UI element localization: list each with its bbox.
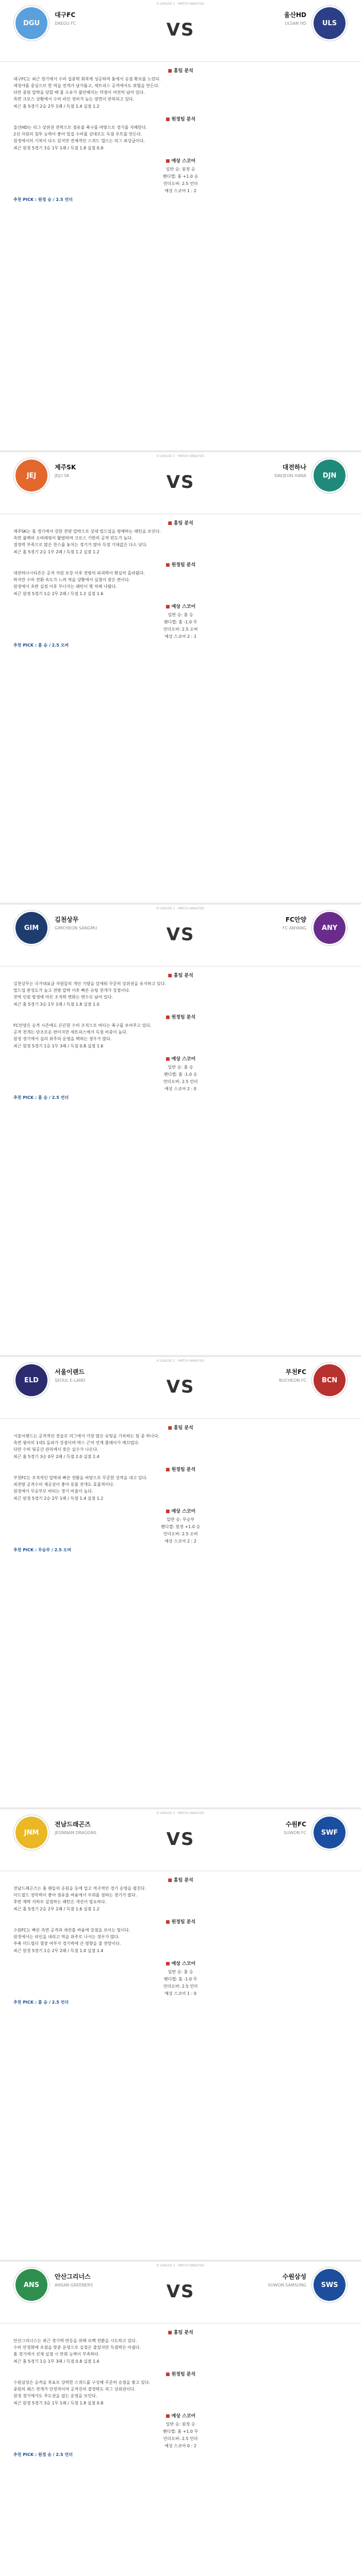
section-heading	[0, 67, 361, 74]
vs-label: VS	[166, 1829, 195, 1850]
match-meta: K LEAGUE 2 · MATCH ANALYSIS	[156, 1359, 205, 1363]
home-team	[15, 2269, 129, 2301]
home-team	[15, 7, 129, 39]
match-banner	[0, 0, 361, 62]
home-team-sub: SEOUL E-LAND	[55, 1378, 86, 1383]
away-team-info	[279, 1367, 306, 1383]
home-team-logo: JNM	[15, 1817, 47, 1849]
away-team-sub: BUCHEON FC	[278, 1378, 306, 1383]
section-heading	[0, 603, 361, 609]
home-team-name: 안산그리너스	[55, 2273, 91, 2280]
home-team-name: 서울이랜드	[55, 1368, 85, 1376]
away-team-name: 대전하나	[282, 464, 306, 471]
prediction-item: 예상 스코어 2 : 0	[165, 1087, 196, 1091]
away-team-name: FC안양	[285, 916, 306, 923]
home-team-logo: GIM	[15, 912, 47, 944]
section-title: 홈팀 분석	[173, 69, 193, 74]
home-team-info	[55, 10, 76, 26]
match-meta: K LEAGUE 1 · MATCH ANALYSIS	[156, 454, 205, 458]
match-meta: K LEAGUE 1 · MATCH ANALYSIS	[156, 907, 205, 910]
section-title: 원정팀 분석	[171, 1920, 196, 1925]
prediction-item: 핸디캡: 홈 +1.0 무	[162, 2429, 199, 2434]
match-banner	[0, 452, 361, 514]
away-team-name: 울산HD	[284, 11, 306, 19]
section-title: 예상 스코어	[171, 159, 196, 164]
match-card	[0, 0, 361, 452]
section-title: 홈팀 분석	[173, 521, 193, 526]
section-heading	[0, 1424, 361, 1431]
section-heading	[0, 2370, 361, 2377]
away-team-info	[284, 10, 306, 26]
match-card	[0, 1809, 361, 2262]
home-record: 최근 홈 5경기 2승 2무 1패 / 득점 1.4 실점 1.2	[13, 104, 100, 109]
bullet-icon: ■	[165, 159, 170, 164]
vs-label: VS	[166, 472, 195, 493]
prediction-item: 핸디캡: 홈 -1.0 승	[163, 1072, 198, 1077]
prediction-list	[0, 166, 361, 195]
prediction-item: 예상 스코어 2 : 1	[165, 634, 196, 639]
section-title: 홈팀 분석	[173, 1878, 193, 1883]
prediction-list	[0, 1969, 361, 1997]
away-team-logo: BCN	[314, 1364, 346, 1396]
prediction-item: 일반 승: 원정 승	[166, 2422, 195, 2427]
prediction-item: 일반 승: 원정 승	[166, 167, 195, 172]
away-team-logo: ULS	[314, 7, 346, 39]
away-team-info	[268, 2272, 306, 2287]
away-record: 최근 원정 5경기 3승 1무 1패 / 득점 1.8 실점 0.8	[13, 2401, 104, 2405]
away-team-name: 부천FC	[285, 1368, 306, 1376]
away-analysis-text: 부천FC는 조직적인 압박과 빠른 전환을 바탕으로 꾸준한 성적을 내고 있다. 최전방 공격수의 제공권이 좋아 롱볼 전개도 효율적이다. 원정에서 무승부로 버티는 경기 비율이 높다.	[13, 1476, 147, 1494]
match-meta: K LEAGUE 1 · MATCH ANALYSIS	[156, 2, 205, 6]
match-card	[0, 905, 361, 1357]
away-analysis-text: FC안양은 승격 시즌에도 끈끈한 수비 조직으로 버티는 축구를 보여주고 있다. 공격 전개는 단조로운 편이지만 세트피스에서 득점 비중이 높다. 원정 경기에서 실리 위주의 운영을 택하는 경우가 많다.	[13, 1023, 152, 1041]
bullet-icon: ■	[165, 1057, 170, 1062]
away-analysis-text: 울산HD는 리그 상위권 전력으로 점유율 축구를 바탕으로 경기를 지배한다. 2선 자원의 침투 능력이 좋아 밀집 수비를 상대로도 득점 루트를 만든다. 원정에서의 기복이 다소 있지만 전체적인 스쿼드 뎁스는 리그 최상급이다.	[13, 125, 147, 143]
prediction-item: 예상 스코어 1 : 2	[165, 189, 196, 193]
home-team-sub: ANSAN GREENERS	[55, 2283, 93, 2287]
away-team	[232, 7, 346, 39]
section-heading	[0, 2412, 361, 2419]
section-heading	[0, 561, 361, 568]
home-analysis-text: 전남드래곤즈는 홈 팬들의 응원을 등에 업고 적극적인 경기 운영을 펼친다. 미드필드 장악력이 좋아 점유율 싸움에서 우위를 점하는 경기가 많다. 후반 체력 저하로 실점하는 패턴은 개선이 필요하다.	[13, 1886, 146, 1904]
home-team-logo: DGU	[15, 7, 47, 39]
home-analysis-text: 대구FC는 최근 경기에서 수비 집중력 회복에 성공하며 홈에서 승점 확보를 노린다. 세징야를 중심으로 한 역습 전개가 날카롭고, 세트피스 공격에서도 위협을 만든다. 다만 중원 압박을 당할 때 볼 소유가 불안해지는 약점이 여전히 남아 있다. 측면 크로스 상황에서 수비 라인 정비가 늦는 장면이 반복되고 있다.	[13, 77, 161, 101]
prediction-item: 예상 스코어 1 : 0	[165, 1991, 196, 1996]
bullet-icon: ■	[165, 2414, 170, 2419]
section-heading	[0, 1013, 361, 1020]
section-title: 예상 스코어	[171, 1057, 196, 1062]
prediction-item: 일반 승: 홈 승	[168, 1065, 193, 1070]
section-title: 예상 스코어	[171, 604, 196, 609]
recommended-pick: 추천 PICK : 원정 승 / 2.5 언더	[13, 2452, 73, 2457]
away-team	[232, 912, 346, 944]
away-team-info	[274, 463, 306, 478]
recommended-pick: 추천 PICK : 홈 승 / 2.5 언더	[13, 1095, 69, 1100]
prediction-item: 핸디캡: 홈 -1.0 무	[163, 1977, 198, 1981]
away-team	[232, 1817, 346, 1849]
home-team-info	[55, 1367, 85, 1383]
bullet-icon: ■	[165, 1920, 170, 1925]
home-analysis-text: 김천상무는 국가대표급 자원들의 개인 기량을 앞세워 꾸준히 상위권을 유지하고 있다. 빌드업 완성도가 높고 전방 압박 이후 빠른 슈팅 전개가 강점이다. 전역 인원 발생에 따른 조직력 변화는 변수로 남아 있다.	[13, 981, 166, 999]
away-team	[232, 460, 346, 492]
home-team	[15, 1364, 129, 1396]
home-analysis-text: 안산그리너스는 최근 경기력 반등을 위해 포백 전환을 시도하고 있다. 수비 안정화에 초점을 맞춘 운영으로 실점은 줄었지만 득점력은 아쉽다. 홈 경기에서 선제 실점 시 만회 능력이 부족하다.	[13, 2338, 141, 2357]
section-heading	[0, 1055, 361, 1062]
bullet-icon: ■	[168, 973, 172, 978]
away-team	[232, 1364, 346, 1396]
home-analysis-text: 제주SK는 홈 경기에서 강한 전방 압박으로 상대 빌드업을 방해하는 패턴을 보인다. 측면 풀백의 오버래핑이 활발하며 크로스 기반의 공격 빈도가 높다. 결정력 부족으로 많은 찬스를 놓치는 경기가 많아 득점 기대값은 다소 낮다.	[13, 529, 161, 547]
prediction-item: 언더오버: 2.5 언더	[163, 1984, 198, 1989]
prediction-item: 예상 스코어 0 : 2	[165, 2444, 196, 2448]
bullet-icon: ■	[165, 1467, 170, 1472]
home-team-logo: JEJ	[15, 460, 47, 492]
bullet-icon: ■	[165, 1015, 170, 1020]
section-title: 홈팀 분석	[173, 2330, 193, 2335]
bullet-icon: ■	[168, 69, 172, 74]
bullet-icon: ■	[165, 563, 170, 568]
home-team	[15, 460, 129, 492]
bullet-icon: ■	[165, 1509, 170, 1514]
home-record: 최근 홈 5경기 3승 1무 1패 / 득점 1.8 실점 1.0	[13, 1002, 100, 1007]
away-record: 최근 원정 5경기 3승 1무 1패 / 득점 1.8 실점 0.9	[13, 146, 104, 150]
bullet-icon: ■	[168, 1426, 172, 1431]
home-team	[15, 912, 129, 944]
vs-label: VS	[166, 20, 195, 40]
home-record: 최근 홈 5경기 3승 0무 2패 / 득점 2.0 실점 1.4	[13, 1454, 100, 1459]
bullet-icon: ■	[165, 117, 170, 122]
away-record: 최근 원정 5경기 2승 2무 1패 / 득점 1.4 실점 1.2	[13, 1496, 104, 1501]
away-team-info	[284, 1820, 306, 1835]
prediction-list	[0, 2421, 361, 2450]
bullet-icon: ■	[168, 2330, 172, 2335]
away-record: 최근 원정 5경기 1승 2무 2패 / 득점 1.2 실점 1.6	[13, 591, 104, 596]
home-record: 최근 홈 5경기 2승 2무 1패 / 득점 1.6 실점 1.2	[13, 1907, 100, 1911]
section-title: 원정팀 분석	[171, 2372, 196, 2377]
home-team-info	[55, 1820, 96, 1835]
recommended-pick: 추천 PICK : 홈 승 / 2.5 오버	[13, 643, 69, 648]
bullet-icon: ■	[165, 604, 170, 609]
away-team-sub: DAEJEON HANA	[274, 473, 306, 478]
home-team-sub: GIMCHEON SANGMU	[55, 926, 97, 930]
section-heading	[0, 972, 361, 978]
match-banner	[0, 905, 361, 967]
prediction-item: 일반 승: 홈 승	[168, 1970, 193, 1974]
section-title: 원정팀 분석	[171, 1467, 196, 1472]
section-heading	[0, 115, 361, 122]
bullet-icon: ■	[168, 521, 172, 526]
away-team-sub: SUWON SAMSUNG	[268, 2283, 306, 2287]
section-title: 예상 스코어	[171, 1509, 196, 1514]
match-card	[0, 452, 361, 905]
home-team-sub: JEJU SK	[55, 473, 70, 478]
vs-label: VS	[166, 924, 195, 945]
section-title: 원정팀 분석	[171, 1015, 196, 1020]
home-team	[15, 1817, 129, 1849]
home-team-name: 김천상무	[55, 916, 79, 923]
home-team-logo: ELD	[15, 1364, 47, 1396]
bullet-icon: ■	[165, 1961, 170, 1967]
prediction-list	[0, 1516, 361, 1545]
prediction-list	[0, 1064, 361, 1093]
match-card	[0, 2262, 361, 2576]
away-team-logo: DJN	[314, 460, 346, 492]
match-banner	[0, 2262, 361, 2324]
home-team-sub: JEONNAM DRAGONS	[55, 1831, 96, 1835]
away-analysis-text: 수원삼성은 승격을 목표로 강력한 스쿼드를 구성해 꾸준히 승점을 쌓고 있다. 중원의 패스 전개가 안정적이며 공격진의 결정력도 리그 상위권이다. 원정 경기에서도 주도권을 잡는 운영을 보인다.	[13, 2380, 150, 2398]
prediction-item: 언더오버: 2.5 언더	[163, 181, 198, 186]
section-heading	[0, 2329, 361, 2335]
vs-label: VS	[166, 2281, 195, 2302]
away-team-name: 수원삼성	[282, 2273, 306, 2280]
away-team-logo: SWF	[314, 1817, 346, 1849]
away-analysis-text: 대전하나시티즌은 공격 자원 보강 이후 전방의 파괴력이 확실히 올라왔다. 하지만 수비 전환 속도가 느려 역습 상황에서 실점이 잦은 편이다. 원정에서 초반 실점 이후 무너지는 패턴이 몇 차례 나왔다.	[13, 571, 145, 589]
away-record: 최근 원정 5경기 1승 1무 3패 / 득점 0.8 실점 1.6	[13, 1044, 104, 1048]
section-title: 원정팀 분석	[171, 563, 196, 568]
away-analysis-text: 수원FC는 빠른 측면 공격과 세컨볼 싸움에 강점을 보이는 팀이다. 원정에서는 라인을 내리고 역습 위주로 나서는 경우가 많다. 주축 미드필더 결장 여부가 경기력에 큰 영향을 줄 전망이다.	[13, 1928, 130, 1946]
away-team	[232, 2269, 346, 2301]
match-banner	[0, 1809, 361, 1871]
away-team-sub: SUWON FC	[284, 1831, 306, 1835]
bullet-icon: ■	[165, 2372, 170, 2377]
section-heading	[0, 1466, 361, 1472]
away-team-info	[283, 915, 306, 930]
recommended-pick: 추천 PICK : 무승부 / 2.5 오버	[13, 1548, 72, 1552]
section-heading	[0, 1876, 361, 1883]
prediction-item: 일반 승: 무승부	[166, 1517, 195, 1522]
home-team-name: 대구FC	[55, 11, 76, 19]
match-meta: K LEAGUE 2 · MATCH ANALYSIS	[156, 1811, 205, 1815]
recommended-pick: 추천 PICK : 홈 승 / 2.5 언더	[13, 2000, 69, 2005]
home-team-info	[55, 2272, 93, 2287]
section-heading	[0, 1960, 361, 1967]
prediction-item: 핸디캡: 홈 -1.0 무	[163, 620, 198, 624]
prediction-item: 언더오버: 2.5 언더	[163, 1079, 198, 1084]
prediction-item: 언더오버: 2.5 오버	[163, 627, 198, 632]
away-team-name: 수원FC	[285, 1821, 306, 1828]
section-title: 원정팀 분석	[171, 117, 196, 122]
prediction-item: 언더오버: 2.5 오버	[163, 1532, 198, 1536]
bullet-icon: ■	[168, 1878, 172, 1883]
away-team-sub: ULSAN HD	[285, 21, 306, 26]
section-title: 예상 스코어	[171, 2414, 196, 2419]
section-heading	[0, 1918, 361, 1925]
section-title: 홈팀 분석	[173, 1426, 193, 1431]
home-record: 최근 홈 5경기 1승 1무 3패 / 득점 0.8 실점 1.6	[13, 2359, 100, 2364]
prediction-list	[0, 612, 361, 640]
away-team-logo: SWS	[314, 2269, 346, 2301]
home-team-sub: DAEGU FC	[55, 21, 76, 26]
away-team-sub: FC ANYANG	[282, 926, 306, 930]
prediction-item: 언더오버: 2.5 언더	[163, 2436, 198, 2441]
home-analysis-text: 서울이랜드는 공격적인 전술로 리그에서 가장 많은 슈팅을 기록하는 팀 중 하나다. 측면 윙어의 1대1 돌파가 강점이며 박스 근처 연계 플레이가 매끄럽다. 다만 수비 뒷공간 관리에서 잦은 실수가 나온다.	[13, 1434, 159, 1452]
section-title: 예상 스코어	[171, 1961, 196, 1967]
away-team-logo: ANY	[314, 912, 346, 944]
section-heading	[0, 519, 361, 526]
section-heading	[0, 1507, 361, 1514]
home-team-name: 제주SK	[55, 464, 76, 471]
home-team-info	[55, 463, 76, 478]
home-team-logo: ANS	[15, 2269, 47, 2301]
section-title: 홈팀 분석	[173, 973, 193, 978]
prediction-item: 핸디캡: 홈 +1.0 승	[162, 174, 199, 179]
section-heading	[0, 157, 361, 164]
home-team-info	[55, 915, 97, 930]
match-banner	[0, 1357, 361, 1419]
prediction-item: 핸디캡: 원정 +1.0 승	[160, 1524, 201, 1529]
recommended-pick: 추천 PICK : 원정 승 / 2.5 언더	[13, 197, 73, 202]
home-record: 최근 홈 5경기 2승 1무 2패 / 득점 1.2 실점 1.2	[13, 550, 100, 554]
prediction-item: 예상 스코어 2 : 2	[165, 1539, 196, 1544]
prediction-item: 일반 승: 홈 승	[168, 613, 193, 617]
home-team-name: 전남드래곤즈	[55, 1821, 91, 1828]
vs-label: VS	[166, 1377, 195, 1397]
away-record: 최근 원정 5경기 1승 2무 2패 / 득점 1.0 실점 1.4	[13, 1948, 104, 1953]
match-card	[0, 1357, 361, 1809]
match-meta: K LEAGUE 2 · MATCH ANALYSIS	[156, 2264, 205, 2267]
